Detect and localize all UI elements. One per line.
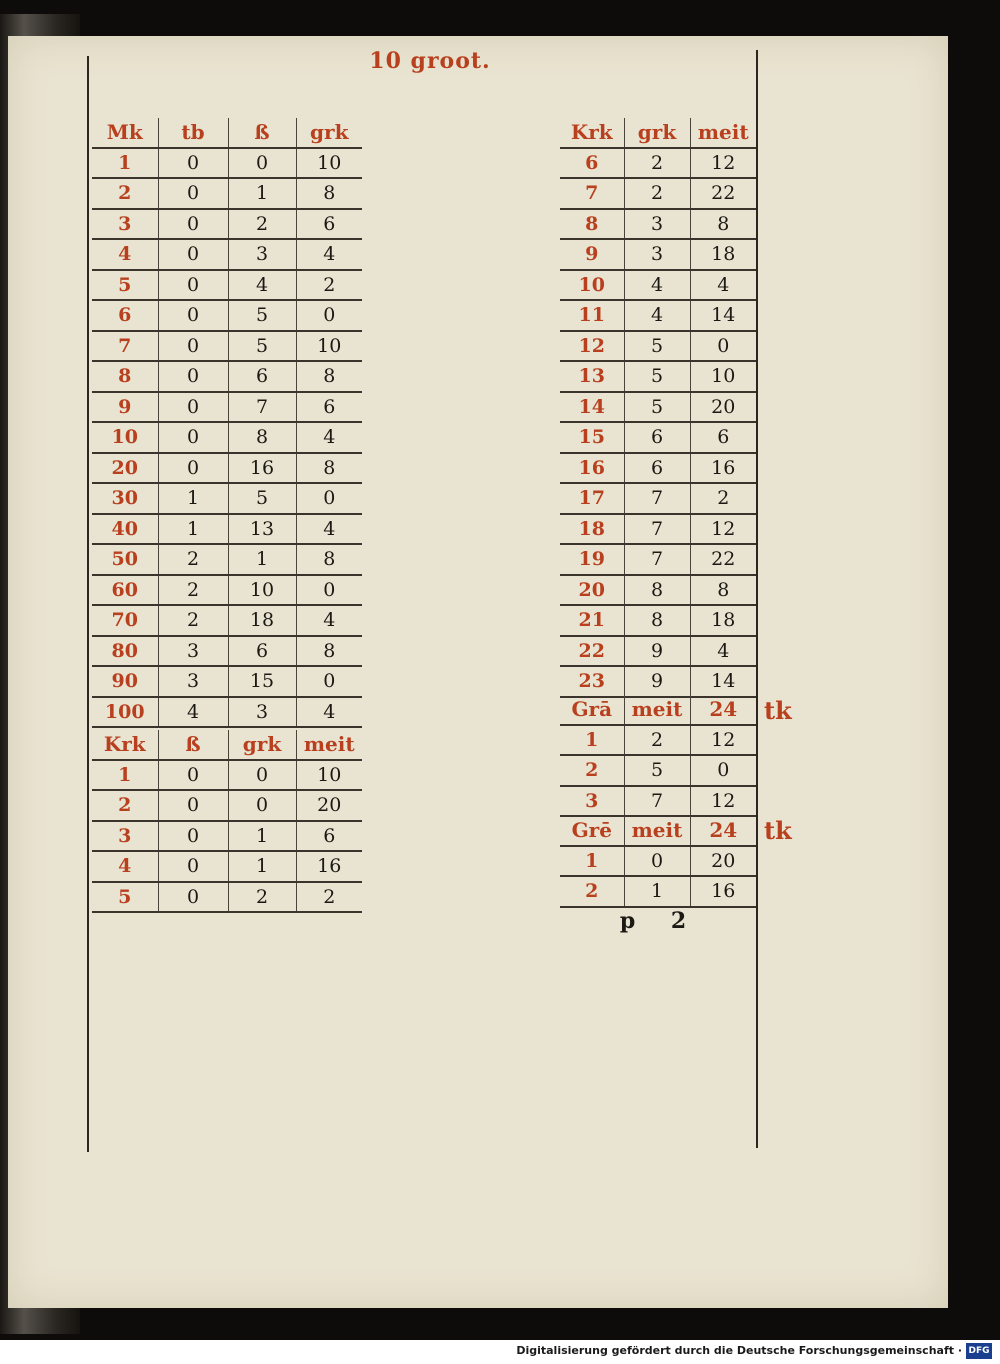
- row-label-cell: 50: [92, 544, 158, 575]
- table-cell: 0: [158, 331, 228, 362]
- table-cell: 4: [296, 422, 362, 453]
- table-cell: 10: [296, 760, 362, 791]
- row-label-cell: 18: [560, 514, 624, 545]
- table-cell: 6: [296, 392, 362, 423]
- table-row: [560, 178, 756, 209]
- table-cell: 0: [624, 846, 690, 877]
- table-cell: 0: [158, 790, 228, 821]
- table-header-row: [92, 118, 362, 148]
- table-cell: 0: [158, 882, 228, 913]
- table-cell: 14: [690, 666, 756, 697]
- table-cell: 4: [158, 697, 228, 728]
- column-header: grk: [296, 118, 362, 148]
- table-cell: 8: [624, 575, 690, 606]
- table-row: [92, 392, 362, 423]
- table-cell: 3: [228, 239, 296, 270]
- table-cell: 0: [158, 422, 228, 453]
- table-cell: 4: [624, 300, 690, 331]
- column-header: grk: [228, 730, 296, 760]
- table-cell: 3: [228, 697, 296, 728]
- row-label-cell: 60: [92, 575, 158, 606]
- column-header: Krk: [92, 730, 158, 760]
- table-row: [92, 483, 362, 514]
- table-row: [560, 483, 756, 514]
- table-cell: 8: [296, 544, 362, 575]
- table-cell: 0: [296, 666, 362, 697]
- table-cell: 2: [690, 483, 756, 514]
- table-left-bottom: [92, 730, 362, 913]
- left-rule: [87, 56, 89, 1152]
- table-row: [92, 636, 362, 667]
- table-cell: 0: [690, 331, 756, 362]
- row-label-cell: 15: [560, 422, 624, 453]
- table-cell: 7: [624, 483, 690, 514]
- table-cell: 16: [296, 851, 362, 882]
- table-cell: 0: [158, 821, 228, 852]
- row-label-cell: 22: [560, 636, 624, 667]
- table-cell: 12: [690, 148, 756, 179]
- table-cell: 22: [690, 544, 756, 575]
- table-cell: 10: [690, 361, 756, 392]
- table-row: [560, 755, 756, 786]
- table-cell: 8: [296, 453, 362, 484]
- table-cell: 13: [228, 514, 296, 545]
- table-cell: 0: [296, 483, 362, 514]
- table-cell: 3: [624, 209, 690, 240]
- table-cell: 1: [228, 821, 296, 852]
- table-cell: 0: [158, 392, 228, 423]
- row-label-cell: 1: [92, 148, 158, 179]
- table-cell: 22: [690, 178, 756, 209]
- table-cell: 18: [690, 239, 756, 270]
- table-cell: 8: [296, 361, 362, 392]
- table-cell: 8: [296, 178, 362, 209]
- row-label-cell: 10: [92, 422, 158, 453]
- table-cell: 16: [690, 453, 756, 484]
- table-row: [92, 760, 362, 791]
- table-row: [560, 846, 756, 877]
- footer-bar: [0, 1340, 1000, 1364]
- table-row: [560, 270, 756, 301]
- table-row: [560, 725, 756, 756]
- table-cell: 6: [228, 361, 296, 392]
- table-cell: 5: [624, 755, 690, 786]
- row-label-cell: 8: [92, 361, 158, 392]
- row-label-cell: 2: [92, 178, 158, 209]
- table-row: [560, 544, 756, 575]
- table-cell: 1: [624, 876, 690, 907]
- table-row: [92, 331, 362, 362]
- table-cell: 0: [158, 453, 228, 484]
- row-label-cell: 16: [560, 453, 624, 484]
- table-cell: 8: [690, 575, 756, 606]
- table-cell: 8: [690, 209, 756, 240]
- table-row: [560, 422, 756, 453]
- table-row: [560, 392, 756, 423]
- row-label-cell: 13: [560, 361, 624, 392]
- table-cell: 5: [624, 361, 690, 392]
- table-cell: 5: [624, 392, 690, 423]
- table-cell: 20: [296, 790, 362, 821]
- table-cell: 1: [158, 483, 228, 514]
- table-row: [92, 575, 362, 606]
- table-row: [560, 786, 756, 817]
- table-row: [92, 422, 362, 453]
- row-label-cell: 14: [560, 392, 624, 423]
- table-cell: 20: [690, 392, 756, 423]
- table-cell: 12: [690, 514, 756, 545]
- table-cell: 6: [228, 636, 296, 667]
- table-cell: 0: [228, 790, 296, 821]
- row-label-cell: 100: [92, 697, 158, 728]
- row-label-cell: 3: [560, 786, 624, 817]
- table-row: [92, 239, 362, 270]
- row-label-cell: 6: [560, 148, 624, 179]
- signature-mark: p 2: [619, 908, 701, 934]
- table-row: [560, 331, 756, 362]
- column-header: Krk: [560, 118, 624, 148]
- column-header: Grē: [560, 816, 624, 846]
- table-right-gre: [560, 816, 756, 908]
- table-cell: 0: [158, 178, 228, 209]
- table-cell: 5: [228, 331, 296, 362]
- table-cell: 2: [624, 148, 690, 179]
- table-cell: 1: [228, 851, 296, 882]
- row-label-cell: 10: [560, 270, 624, 301]
- table-row: [560, 239, 756, 270]
- table-row: [560, 876, 756, 907]
- table-header-row: [560, 118, 756, 148]
- table-cell: 0: [158, 851, 228, 882]
- column-header: meit: [624, 695, 690, 725]
- table-cell: 0: [158, 148, 228, 179]
- table-right-gra: [560, 695, 756, 817]
- table-row: [92, 453, 362, 484]
- table-cell: 6: [624, 422, 690, 453]
- table-cell: 0: [228, 148, 296, 179]
- table-cell: 20: [690, 846, 756, 877]
- row-label-cell: 40: [92, 514, 158, 545]
- table-cell: 1: [228, 544, 296, 575]
- table-cell: 12: [690, 725, 756, 756]
- row-label-cell: 8: [560, 209, 624, 240]
- column-header: ß: [158, 730, 228, 760]
- row-label-cell: 30: [92, 483, 158, 514]
- table-cell: 1: [228, 178, 296, 209]
- row-label-cell: 7: [92, 331, 158, 362]
- table-cell: 18: [690, 605, 756, 636]
- table-cell: 2: [228, 882, 296, 913]
- right-rule: [756, 50, 758, 1148]
- table-row: [560, 148, 756, 179]
- column-header: meit: [296, 730, 362, 760]
- table-cell: 10: [296, 331, 362, 362]
- column-header: meit: [624, 816, 690, 846]
- table-cell: 1: [158, 514, 228, 545]
- column-header: meit: [690, 118, 756, 148]
- row-label-cell: 3: [92, 821, 158, 852]
- table-row: [560, 453, 756, 484]
- table-cell: 7: [624, 786, 690, 817]
- dfg-logo: DFG: [966, 1343, 992, 1359]
- table-cell: 2: [296, 882, 362, 913]
- table-row: [560, 300, 756, 331]
- table-row: [92, 209, 362, 240]
- row-label-cell: 3: [92, 209, 158, 240]
- table-header-row: [560, 816, 756, 846]
- table-cell: 16: [228, 453, 296, 484]
- table-cell: 3: [158, 636, 228, 667]
- table-cell: 7: [228, 392, 296, 423]
- table-row: [560, 209, 756, 240]
- table-row: [92, 666, 362, 697]
- row-label-cell: 21: [560, 605, 624, 636]
- table-row: [92, 361, 362, 392]
- row-label-cell: 17: [560, 483, 624, 514]
- row-label-cell: 2: [560, 755, 624, 786]
- table-cell: 2: [158, 544, 228, 575]
- row-label-cell: 19: [560, 544, 624, 575]
- table-row: [560, 575, 756, 606]
- table-cell: 2: [624, 178, 690, 209]
- table-cell: 5: [228, 483, 296, 514]
- table-cell: 9: [624, 666, 690, 697]
- row-label-cell: 9: [560, 239, 624, 270]
- column-header: 24: [690, 816, 756, 846]
- table-row: [92, 697, 362, 728]
- row-label-cell: 7: [560, 178, 624, 209]
- column-header: ß: [228, 118, 296, 148]
- table-row: [92, 178, 362, 209]
- table-cell: 7: [624, 544, 690, 575]
- table-cell: 0: [296, 575, 362, 606]
- table-cell: 0: [690, 755, 756, 786]
- table-row: [92, 544, 362, 575]
- table-cell: 16: [690, 876, 756, 907]
- table-cell: 4: [690, 636, 756, 667]
- table-cell: 18: [228, 605, 296, 636]
- table-cell: 0: [158, 270, 228, 301]
- table-cell: 6: [624, 453, 690, 484]
- table-cell: 6: [296, 209, 362, 240]
- table-row: [92, 148, 362, 179]
- column-header: Mk: [92, 118, 158, 148]
- table-cell: 4: [228, 270, 296, 301]
- table-cell: 0: [158, 760, 228, 791]
- table-row: [560, 514, 756, 545]
- table-cell: 0: [158, 209, 228, 240]
- table-row: [92, 851, 362, 882]
- table-cell: 0: [158, 239, 228, 270]
- table-cell: 0: [158, 361, 228, 392]
- row-label-cell: 12: [560, 331, 624, 362]
- table-cell: 14: [690, 300, 756, 331]
- table-cell: 2: [158, 575, 228, 606]
- row-label-cell: 11: [560, 300, 624, 331]
- table-cell: 2: [158, 605, 228, 636]
- table-cell: 2: [296, 270, 362, 301]
- row-label-cell: 23: [560, 666, 624, 697]
- table-cell: 2: [228, 209, 296, 240]
- row-label-cell: 2: [92, 790, 158, 821]
- table-row: [560, 361, 756, 392]
- row-label-cell: 6: [92, 300, 158, 331]
- row-label-cell: 80: [92, 636, 158, 667]
- side-mark-gre: tk: [764, 816, 792, 845]
- table-row: [560, 605, 756, 636]
- table-cell: 4: [624, 270, 690, 301]
- table-row: [92, 821, 362, 852]
- table-right: [560, 118, 756, 698]
- column-header: 24: [690, 695, 756, 725]
- table-cell: 10: [296, 148, 362, 179]
- table-header-row: [92, 730, 362, 760]
- row-label-cell: 1: [560, 725, 624, 756]
- table-cell: 15: [228, 666, 296, 697]
- row-label-cell: 90: [92, 666, 158, 697]
- table-cell: 6: [690, 422, 756, 453]
- table-row: [92, 790, 362, 821]
- row-label-cell: 2: [560, 876, 624, 907]
- side-mark-gra: tk: [764, 696, 792, 725]
- table-cell: 0: [158, 300, 228, 331]
- table-cell: 3: [158, 666, 228, 697]
- column-header: Grā: [560, 695, 624, 725]
- table-cell: 4: [296, 514, 362, 545]
- table-row: [92, 605, 362, 636]
- table-row: [92, 514, 362, 545]
- table-row: [92, 270, 362, 301]
- column-header: grk: [624, 118, 690, 148]
- table-row: [92, 300, 362, 331]
- table-cell: 10: [228, 575, 296, 606]
- row-label-cell: 5: [92, 270, 158, 301]
- table-cell: 8: [296, 636, 362, 667]
- table-cell: 2: [624, 725, 690, 756]
- table-cell: 4: [296, 605, 362, 636]
- table-cell: 6: [296, 821, 362, 852]
- column-header: tb: [158, 118, 228, 148]
- row-label-cell: 1: [560, 846, 624, 877]
- row-label-cell: 4: [92, 239, 158, 270]
- table-cell: 0: [228, 760, 296, 791]
- table-cell: 8: [228, 422, 296, 453]
- table-cell: 8: [624, 605, 690, 636]
- row-label-cell: 20: [560, 575, 624, 606]
- table-row: [560, 666, 756, 697]
- row-label-cell: 20: [92, 453, 158, 484]
- table-row: [560, 636, 756, 667]
- table-left-top: [92, 118, 362, 728]
- table-cell: 3: [624, 239, 690, 270]
- table-header-row: [560, 695, 756, 725]
- row-label-cell: 1: [92, 760, 158, 791]
- footer-text: Digitalisierung gefördert durch die Deutsche Forschungsgemeinschaft ·: [516, 1344, 962, 1357]
- table-cell: 9: [624, 636, 690, 667]
- table-cell: 4: [690, 270, 756, 301]
- table-cell: 4: [296, 697, 362, 728]
- table-cell: 12: [690, 786, 756, 817]
- page-header: 10 groot.: [369, 48, 491, 74]
- table-cell: 5: [228, 300, 296, 331]
- table-cell: 4: [296, 239, 362, 270]
- row-label-cell: 5: [92, 882, 158, 913]
- table-cell: 0: [296, 300, 362, 331]
- table-row: [92, 882, 362, 913]
- row-label-cell: 9: [92, 392, 158, 423]
- table-cell: 5: [624, 331, 690, 362]
- row-label-cell: 70: [92, 605, 158, 636]
- table-cell: 7: [624, 514, 690, 545]
- row-label-cell: 4: [92, 851, 158, 882]
